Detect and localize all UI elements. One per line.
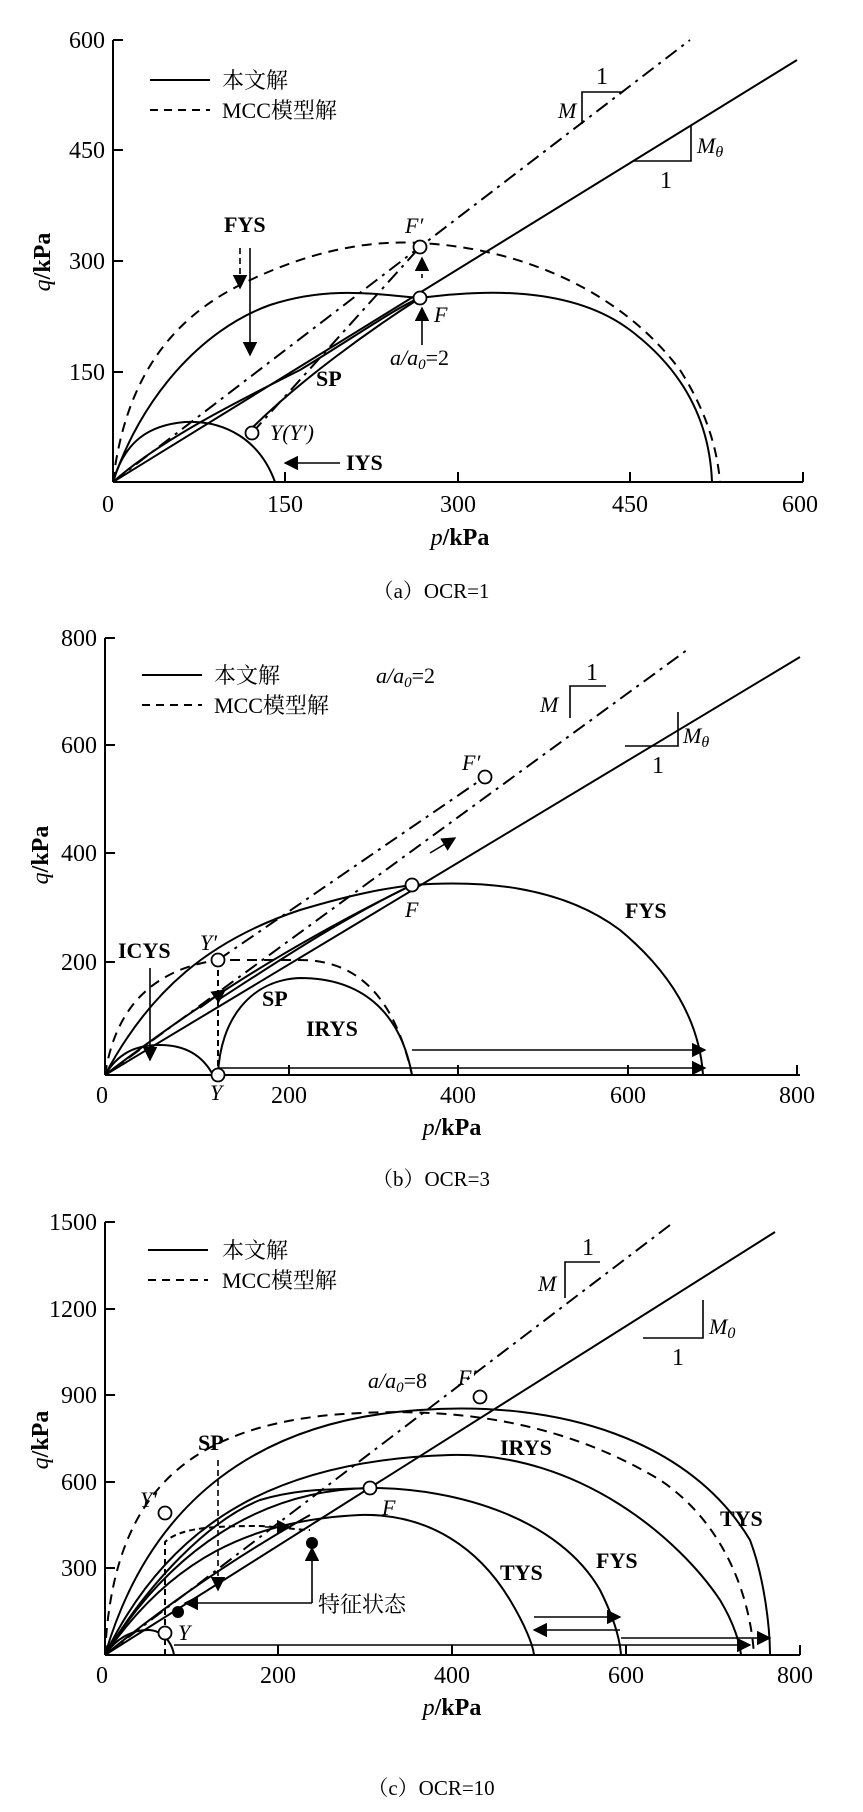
y-tick-label: 900 [61,1383,97,1409]
slope-label-1b: 1 [660,168,672,194]
panel-b-caption: （b）OCR=3 [371,1167,491,1191]
dashdot-mcc-path [218,777,485,960]
panel-c-slope-triangles [565,1262,703,1338]
x-axis-label: p/kPa [422,1695,482,1721]
y-tick-label: 300 [69,249,105,275]
label-f-prime: F′ [458,1365,477,1390]
slope-label-1b: 1 [652,753,664,779]
panel-a-legend [150,68,337,123]
x-tick-label: 600 [610,1083,646,1109]
slope-label-m: M [538,1271,557,1296]
point-y [159,1627,172,1640]
point-y [246,427,259,440]
slope-label-m: M [558,98,577,123]
path-arrow [430,838,455,853]
label-y-y-prime: Y(Y′) [270,420,314,445]
panel-b-curves [105,650,800,1075]
point-char-state-1 [172,1606,184,1618]
solid-irys-curve [105,1455,741,1655]
y-axis-label: q/kPa [30,232,56,292]
point-f-prime [474,1391,487,1404]
y-tick-label: 200 [61,950,97,976]
legend-entry-solid: 本文解 [214,663,281,688]
x-axis-label: p/kPa [422,1115,482,1141]
panel-a-slope-triangles [582,92,691,161]
label-sp: SP [316,366,342,391]
point-f-prime [479,771,492,784]
label-icys: ICYS [118,938,171,963]
solid-icys-curve [105,1045,213,1075]
label-a-a0: a/a0=2 [376,663,436,691]
panel-b-arrows [150,838,705,1068]
dashed-mcc-curve [105,960,412,1075]
slope-label-m0: M0 [709,1314,736,1342]
panel-c [28,1210,813,1800]
y-tick-label: 1500 [49,1210,97,1236]
label-char-state: 特征状态 [318,1592,407,1617]
y-tick-label: 1200 [49,1297,97,1323]
slope-label-1b: 1 [672,1345,684,1371]
y-tick-label: 600 [61,733,97,759]
label-y-prime: Y′ [140,1487,158,1512]
x-tick-label: 0 [96,1083,108,1109]
critical-state-line-m-theta [105,657,800,1075]
point-f [414,292,427,305]
y-tick-label: 600 [61,1470,97,1496]
x-tick-label: 0 [96,1663,108,1689]
y-tick-label: 150 [69,360,105,386]
y-tick-label: 300 [61,1556,97,1582]
solid-path-to-f [218,885,412,1000]
x-tick-label: 200 [260,1663,296,1689]
x-tick-label: 600 [608,1663,644,1689]
x-tick-label: 800 [777,1663,813,1689]
legend-entry-dashed: MCC模型解 [222,98,337,123]
y-tick-label: 600 [69,28,105,54]
x-tick-label: 0 [102,492,114,518]
x-tick-label: 200 [271,1083,307,1109]
label-sp: SP [262,986,288,1011]
panel-c-legend [148,1238,337,1293]
x-tick-label: 450 [612,492,648,518]
panel-b [28,626,815,1191]
label-tys-inner: TYS [500,1560,543,1585]
label-f: F [434,302,448,327]
y-tick-label: 450 [69,138,105,164]
solid-fys-curve [420,293,712,482]
label-a-a0: a/a0=2 [390,345,450,373]
panel-a [30,28,818,603]
x-tick-label: 400 [434,1663,470,1689]
dashdot-mcc-path [252,247,420,433]
label-irys: IRYS [306,1016,358,1041]
x-tick-label: 600 [782,492,818,518]
m-slope-triangle [565,1262,600,1298]
panel-a-tick-labels [69,28,818,518]
label-sp: SP [198,1430,224,1455]
point-char-state-2 [306,1537,318,1549]
label-tys-outer: TYS [720,1506,763,1531]
slope-label-m-theta: Mθ [683,723,710,751]
m-theta-slope-triangle [625,712,678,746]
solid-path-lower [105,1515,310,1655]
label-y: Y [210,1080,223,1105]
label-fys: FYS [625,898,667,923]
label-y: Y [178,1620,191,1645]
point-y-prime [212,954,225,967]
panel-c-caption: （c）OCR=10 [367,1776,495,1800]
label-f: F [382,1495,396,1520]
legend-entry-dashed: MCC模型解 [222,1268,337,1293]
panel-a-caption: （a）OCR=1 [372,579,490,603]
y-tick-label: 400 [61,841,97,867]
panel-a-ticks [113,40,803,482]
y-axis-label: q/kPa [28,1410,54,1470]
x-tick-label: 400 [440,1083,476,1109]
legend-entry-dashed: MCC模型解 [214,693,329,718]
point-f [406,879,419,892]
label-f: F [405,897,419,922]
point-f [364,1482,377,1495]
y-tick-label: 800 [61,626,97,652]
panel-b-ticks [105,638,797,1075]
slope-label-m-theta: Mθ [697,133,724,161]
point-f-prime [414,241,427,254]
panel-a-curves [113,40,797,482]
label-y-prime: Y′ [200,930,218,955]
point-y-prime [159,1507,172,1520]
label-iys: IYS [346,450,383,475]
slope-label-1: 1 [586,660,598,686]
panel-b-legend [142,663,329,718]
label-f-prime: F′ [405,213,424,238]
m0-slope-triangle [643,1300,703,1338]
label-fys: FYS [224,212,266,237]
label-f-prime: F′ [462,750,481,775]
slope-label-1: 1 [582,1235,594,1261]
label-irys: IRYS [500,1435,552,1460]
x-axis-label: p/kPa [430,525,490,551]
label-a-a0: a/a0=8 [368,1368,428,1396]
x-tick-label: 150 [267,492,303,518]
slope-label-m: M [540,692,559,717]
dashdot-mcc-line [113,40,690,482]
x-tick-label: 300 [440,492,476,518]
y-axis-label: q/kPa [28,825,54,885]
x-tick-label: 800 [779,1083,815,1109]
label-fys: FYS [596,1548,638,1573]
panel-b-tick-labels [61,626,815,1109]
slope-label-1: 1 [596,64,608,90]
dashdot-mcc-line [105,650,687,1075]
legend-entry-solid: 本文解 [222,68,289,93]
critical-state-line-m-theta [113,60,797,482]
legend-entry-solid: 本文解 [222,1238,289,1263]
